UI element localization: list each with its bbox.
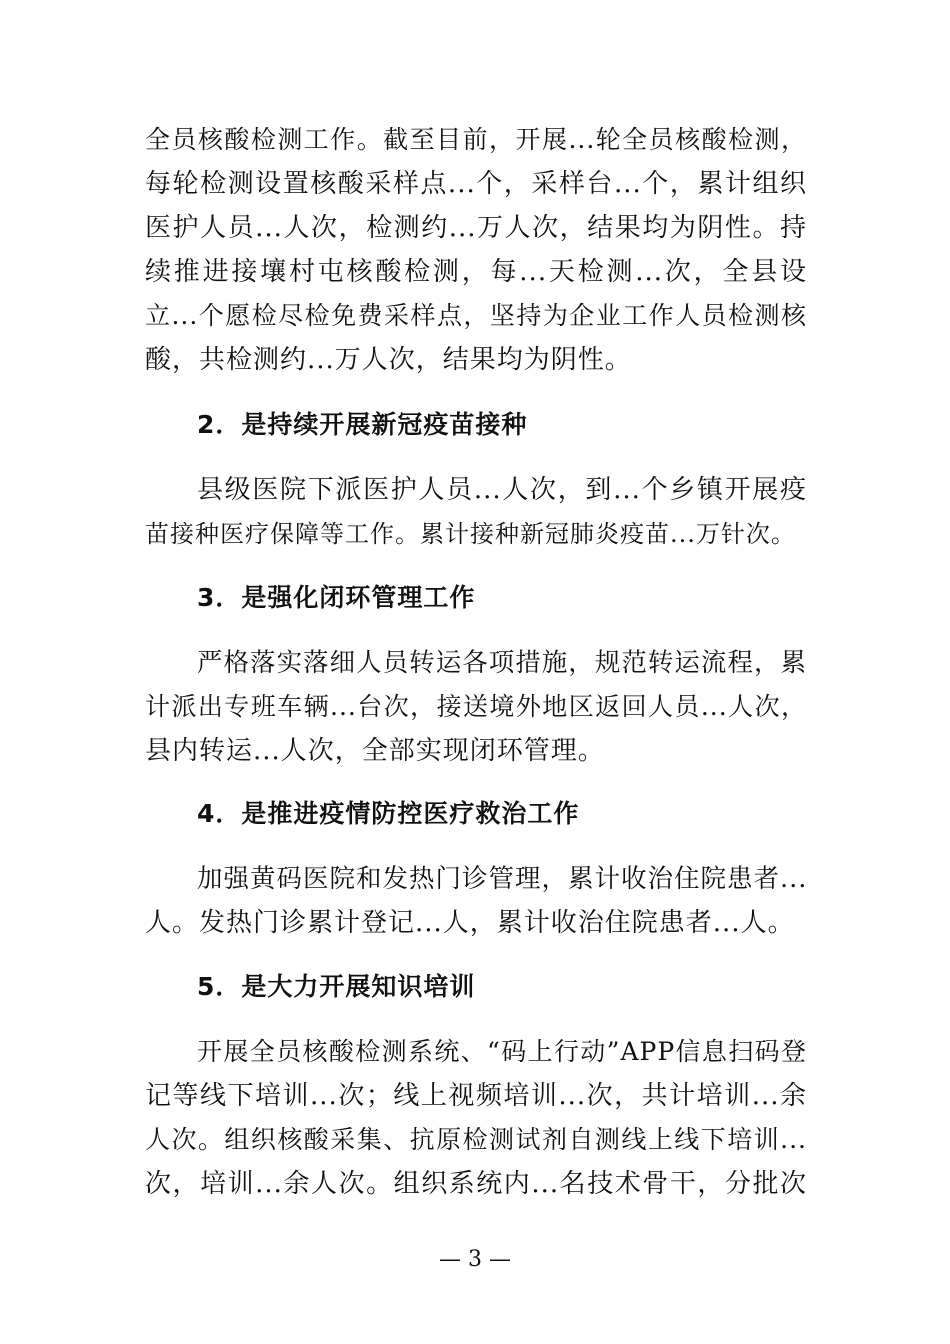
paragraph-line: 严格落实落细人员转运各项措施，规范转运流程，累 [197, 648, 807, 678]
paragraph-line: 酸，共检测约...万人次，结果均为阴性。 [145, 345, 632, 375]
paragraph-line: 县级医院下派医护人员...人次，到...个乡镇开展疫 [197, 475, 807, 505]
paragraph-line: 全员核酸检测工作。截至目前，开展...轮全员核酸检测， [145, 125, 807, 154]
paragraph-line: 人次。组织核酸采集、抗原检测试剂自测线上线下培训... [145, 1125, 807, 1154]
paragraph-line: 每轮检测设置核酸采样点...个，采样台...个，累计组织 [145, 169, 807, 199]
paragraph-line: 医护人员...人次，检测约...万人次，结果均为阴性。持 [145, 213, 807, 243]
paragraph-line: 人。发热门诊累计登记...人，累计收治住院患者...人。 [145, 908, 795, 938]
paragraph-line: 加强黄码医院和发热门诊管理，累计收治住院患者... [197, 864, 808, 894]
page-number: — 3 — [439, 1247, 511, 1272]
paragraph-line: 县内转运...人次，全部实现闭环管理。 [145, 736, 605, 766]
paragraph-line: 立...个愿检尽检免费采样点，坚持为企业工作人员检测核 [145, 301, 807, 330]
paragraph-line: 续推进接壤村屯核酸检测，每...天检测...次，全县设 [145, 257, 807, 287]
section-heading-5: 5．是大力开展知识培训 [197, 972, 476, 1001]
paragraph-line: 记等线下培训...次；线上视频培训...次，共计培训...余 [145, 1081, 807, 1111]
paragraph-line: 开展全员核酸检测系统、“码上行动”APP信息扫码登 [197, 1037, 807, 1066]
paragraph-line: 苗接种医疗保障等工作。累计接种新冠肺炎疫苗...万针次。 [145, 520, 796, 548]
section-heading-3: 3．是强化闭环管理工作 [197, 583, 476, 612]
section-heading-2: 2．是持续开展新冠疫苗接种 [197, 410, 528, 439]
section-heading-4: 4．是推进疫情防控医疗救治工作 [197, 799, 580, 828]
paragraph-line: 计派出专班车辆...台次，接送境外地区返回人员...人次， [145, 692, 807, 721]
paragraph-line: 次，培训...余人次。组织系统内...名技术骨干，分批次 [145, 1169, 807, 1199]
